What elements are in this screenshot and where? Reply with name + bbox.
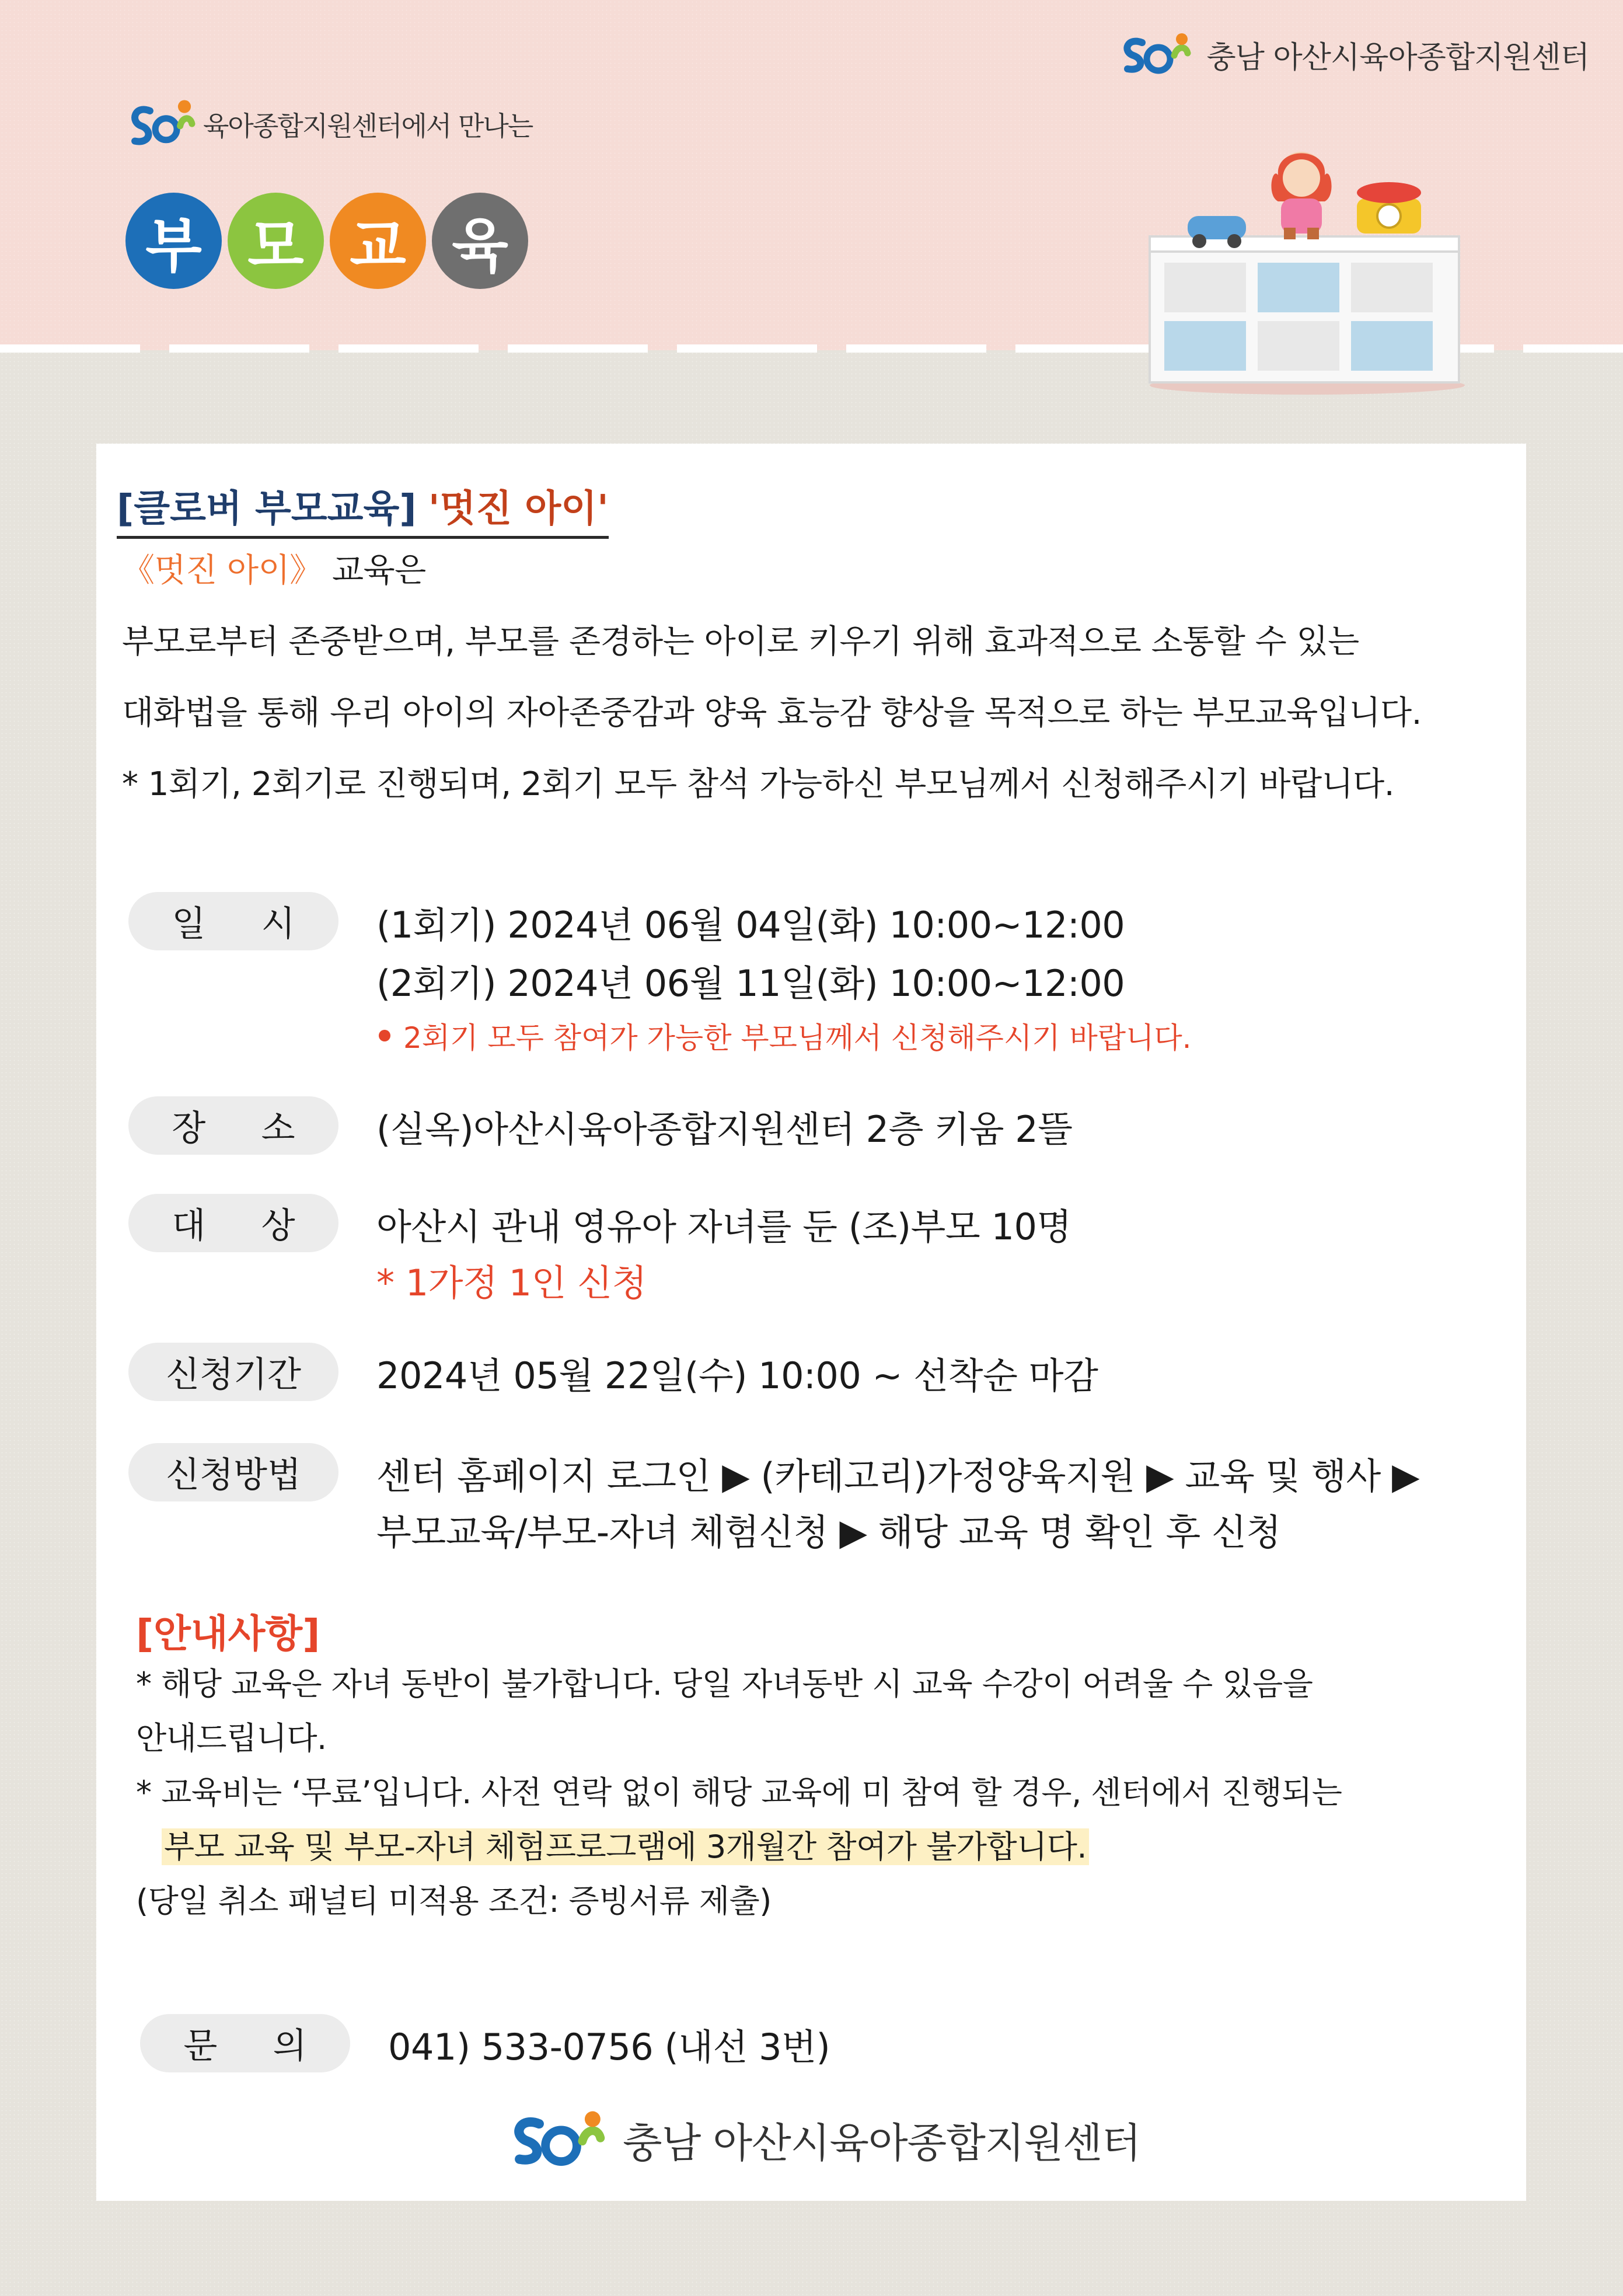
program-title-quote: '멋진 아이' bbox=[428, 487, 609, 531]
contact-phone: 041) 533-0756 (내선 3번) bbox=[388, 2026, 830, 2068]
title-char: 교 bbox=[330, 193, 426, 289]
method-label: 신청방법 bbox=[128, 1443, 338, 1501]
period-text: 2024년 05월 22일(수) 10:00 ~ 선착순 마감 bbox=[376, 1354, 1098, 1397]
notice-line-highlight bbox=[162, 1822, 1089, 1867]
center-logo-icon bbox=[1119, 31, 1195, 78]
bullet-dot-icon bbox=[379, 1030, 390, 1041]
period-label: 신청기간 bbox=[128, 1343, 338, 1401]
intro-line bbox=[122, 545, 426, 591]
notice-line: * 해당 교육은 자녀 동반이 불가합니다. 당일 자녀동반 시 교육 수강이 어려울 수 있음을 bbox=[136, 1666, 1313, 1702]
brand-name: 충남 아산시육아종합지원센터 bbox=[1206, 40, 1589, 75]
date-note-text: 2회기 모두 참여가 가능한 부모님께서 신청해주시기 바랍니다. bbox=[403, 1021, 1192, 1055]
footer-brand bbox=[508, 2107, 1140, 2172]
page-title bbox=[125, 193, 528, 289]
target-label: 대 상 bbox=[128, 1194, 338, 1252]
place-label: 장 소 bbox=[128, 1096, 338, 1155]
toy-shelf-illustration bbox=[1138, 143, 1477, 400]
intro-suffix: 교육은 bbox=[322, 552, 426, 590]
description-line: 대화법을 통해 우리 아이의 자아존중감과 양육 효능감 향상을 목적으로 하는 부모교육입니다. bbox=[122, 694, 1422, 732]
place-text: (실옥)아산시육아종합지원센터 2층 키움 2뜰 bbox=[376, 1108, 1073, 1151]
notice-highlight-text: 부모 교육 및 부모-자녀 체험프로그램에 3개월간 참여가 불가합니다. bbox=[162, 1828, 1089, 1865]
target-text: 아산시 관내 영유아 자녀를 둔 (조)부모 10명 bbox=[376, 1206, 1071, 1248]
date-note bbox=[379, 1015, 1192, 1057]
notice-title: [안내사항] bbox=[136, 1611, 320, 1656]
program-title bbox=[117, 479, 609, 539]
center-logo-icon bbox=[508, 2107, 610, 2172]
title-char: 모 bbox=[228, 193, 324, 289]
center-logo-icon bbox=[128, 92, 198, 156]
contact-label: 문 의 bbox=[140, 2014, 350, 2072]
notice-line: * 교육비는 ‘무료’입니다. 사전 연락 없이 해당 교육에 미 참여 할 경우, 센터에서 진행되는 bbox=[136, 1774, 1342, 1811]
date-session-2: (2회기) 2024년 06월 11일(화) 10:00~12:00 bbox=[376, 962, 1125, 1005]
date-session-1: (1회기) 2024년 06월 04일(화) 10:00~12:00 bbox=[376, 904, 1125, 946]
header-brand bbox=[1119, 28, 1589, 81]
sub-brand-text: 육아종합지원센터에서 만나는 bbox=[203, 110, 533, 142]
method-line-2: 부모교육/부모-자녀 체험신청 ▶ 해당 교육 명 확인 후 신청 bbox=[376, 1511, 1281, 1553]
notice-line: 안내드립니다. bbox=[136, 1720, 327, 1757]
sub-brand bbox=[128, 92, 532, 156]
title-char: 부 bbox=[125, 193, 222, 289]
intro-highlight: 《멋진 아이》 bbox=[122, 552, 322, 590]
content-card bbox=[96, 444, 1526, 2201]
program-title-bracket: [클로버 부모교육] bbox=[117, 487, 417, 531]
description-line: 부모로부터 존중받으며, 부모를 존경하는 아이로 키우기 위해 효과적으로 소통할 수 있는 bbox=[122, 623, 1359, 661]
footer-brand-name: 충남 아산시육아종합지원센터 bbox=[623, 2119, 1141, 2167]
title-char: 육 bbox=[432, 193, 528, 289]
date-label: 일 시 bbox=[128, 892, 338, 950]
description-line: * 1회기, 2회기로 진행되며, 2회기 모두 참석 가능하신 부모님께서 신청해주시기 바랍니다. bbox=[122, 765, 1395, 803]
notice-line: (당일 취소 패널티 미적용 조건: 증빙서류 제출) bbox=[136, 1883, 772, 1919]
target-note: * 1가정 1인 신청 bbox=[376, 1262, 647, 1304]
method-line-1: 센터 홈페이지 로그인 ▶ (카테고리)가정양육지원 ▶ 교육 및 행사 ▶ bbox=[376, 1455, 1420, 1497]
